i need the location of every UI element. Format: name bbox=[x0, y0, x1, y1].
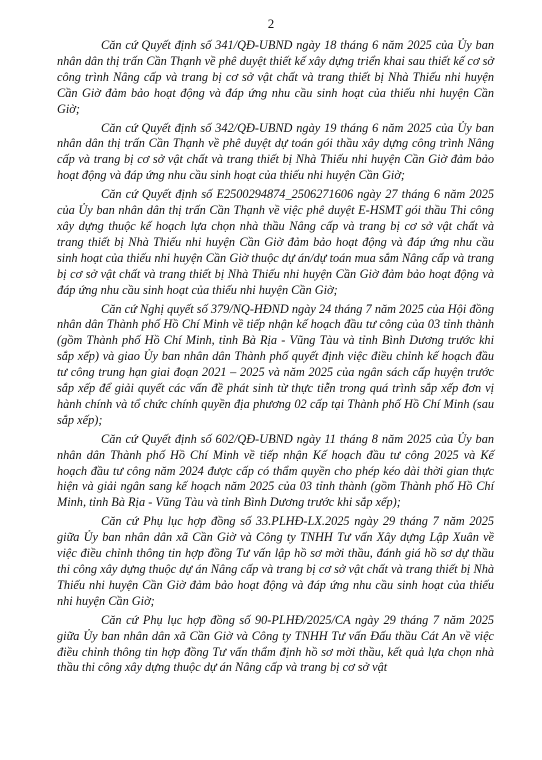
paragraph-contract-appendix-33: Căn cứ Phụ lục hợp đồng số 33.PLHĐ-LX.2025 ngày 29 tháng 7 năm 2025 giữa Ủy ban nhân dân xã Cần Giờ và Công ty TNHH Tư vấn Xây dựng Lập Xuân về việc điều chỉnh thông tin hợp đồng Tư vấn lập hồ sơ mời thầu, đánh giá hồ sơ dự thầu thi công xây dựng thuộc dự án Nâng cấp và trang bị cơ sở vật chất và trang thiết bị Nhà Thiếu nhi huyện Cần Giờ đảm bảo hoạt động và đáp ứng nhu cầu sinh hoạt của thiếu nhi huyện Cần Giờ; bbox=[57, 514, 494, 608]
page-number: 2 bbox=[267, 16, 275, 31]
paragraph-resolution-379: Căn cứ Nghị quyết số 379/NQ-HĐND ngày 24 tháng 7 năm 2025 của Hội đồng nhân dân Thành phố Hồ Chí Minh về tiếp nhận kế hoạch đầu tư công của 03 tỉnh thành (gồm Thành phố Hồ Chí Minh, tỉnh Bà Rịa - Vũng Tàu và tỉnh Bình Dương trước khi sắp xếp) và giao Ủy ban nhân dân Thành phố quyết định việc điều chỉnh kế hoạch đầu tư công trung hạn giai đoạn 2021 – 2025 và năm 2025 của ngân sách cấp huyện trước sắp xếp để giải quyết các vấn đề phát sinh từ thực tiễn trong quá trình sắp xếp đơn vị hành chính và tổ chức chính quyền địa phương 02 cấp tại Thành phố Hồ Chí Minh (sau sắp xếp); bbox=[57, 301, 494, 427]
paragraph-decision-e-hsmt: Căn cứ Quyết định số E2500294874_2506271606 ngày 27 tháng 6 năm 2025 của Ủy ban nhân dân thị trấn Cần Thạnh về việc phê duyệt E-HSMT gói thầu Thi công xây dựng thuộc kế hoạch lựa chọn nhà thầu Nâng cấp và trang bị cơ sở vật chất và trang thiết bị Nhà Thiếu nhi huyện Cần Giờ đảm bảo hoạt động và đáp ứng nhu cầu sinh hoạt của thiếu nhi huyện Cần Giờ thuộc dự án/dự toán mua sắm Nâng cấp và trang bị cơ sở vật chất và trang thiết bị Nhà Thiếu nhi huyện Cần Giờ đảm bảo hoạt động và đáp ứng nhu cầu sinh hoạt của thiếu nhi huyện Cần Giờ; bbox=[57, 187, 494, 297]
paragraph-contract-appendix-90: Căn cứ Phụ lục hợp đồng số 90-PLHĐ/2025/CA ngày 29 tháng 7 năm 2025 giữa Ủy ban nhân dân xã Cần Giờ và Công ty TNHH Tư vấn Đấu thầu Cát An về việc điều chỉnh thông tin hợp đồng Tư vấn thẩm định hồ sơ mời thầu, kết quả lựa chọn nhà thầu thi công xây dựng thuộc dự án Nâng cấp và trang bị cơ sở vật bbox=[57, 612, 494, 675]
paragraph-decision-602: Căn cứ Quyết định số 602/QĐ-UBND ngày 11 tháng 8 năm 2025 của Ủy ban nhân dân Thành phố Hồ Chí Minh về tiếp nhận Kế hoạch đầu tư công 2025 và Kế hoạch đầu tư công năm 2024 được cấp có thẩm quyền cho phép kéo dài thời gian thực hiện và giải ngân sang kế hoạch năm 2025 của 03 tỉnh thành (gồm Thành phố Hồ Chí Minh, tỉnh Bà Rịa - Vũng Tàu và tỉnh Bình Dương trước khi sắp xếp); bbox=[57, 431, 494, 510]
document-body bbox=[57, 38, 494, 679]
paragraph-decision-342: Căn cứ Quyết định số 342/QĐ-UBND ngày 19 tháng 6 năm 2025 của Ủy ban nhân dân thị trấn Cần Thạnh về phê duyệt dự toán gói thầu xây dựng công trình Nâng cấp và trang bị cơ sở vật chất và trang thiết bị Nhà Thiếu nhi huyện Cần Giờ đảm bảo hoạt động và đáp ứng nhu cầu sinh hoạt của thiếu nhi huyện Cần Giờ; bbox=[57, 120, 494, 183]
paragraph-decision-341: Căn cứ Quyết định số 341/QĐ-UBND ngày 18 tháng 6 năm 2025 của Ủy ban nhân dân thị trấn Cần Thạnh về phê duyệt thiết kế xây dựng triển khai sau thiết kế cơ sở công trình Nâng cấp và trang bị cơ sở vật chất và trang thiết bị Nhà Thiếu nhi huyện Cần Giờ đảm bảo hoạt động và đáp ứng nhu cầu sinh hoạt của thiếu nhi huyện Cần Giờ; bbox=[57, 38, 494, 116]
